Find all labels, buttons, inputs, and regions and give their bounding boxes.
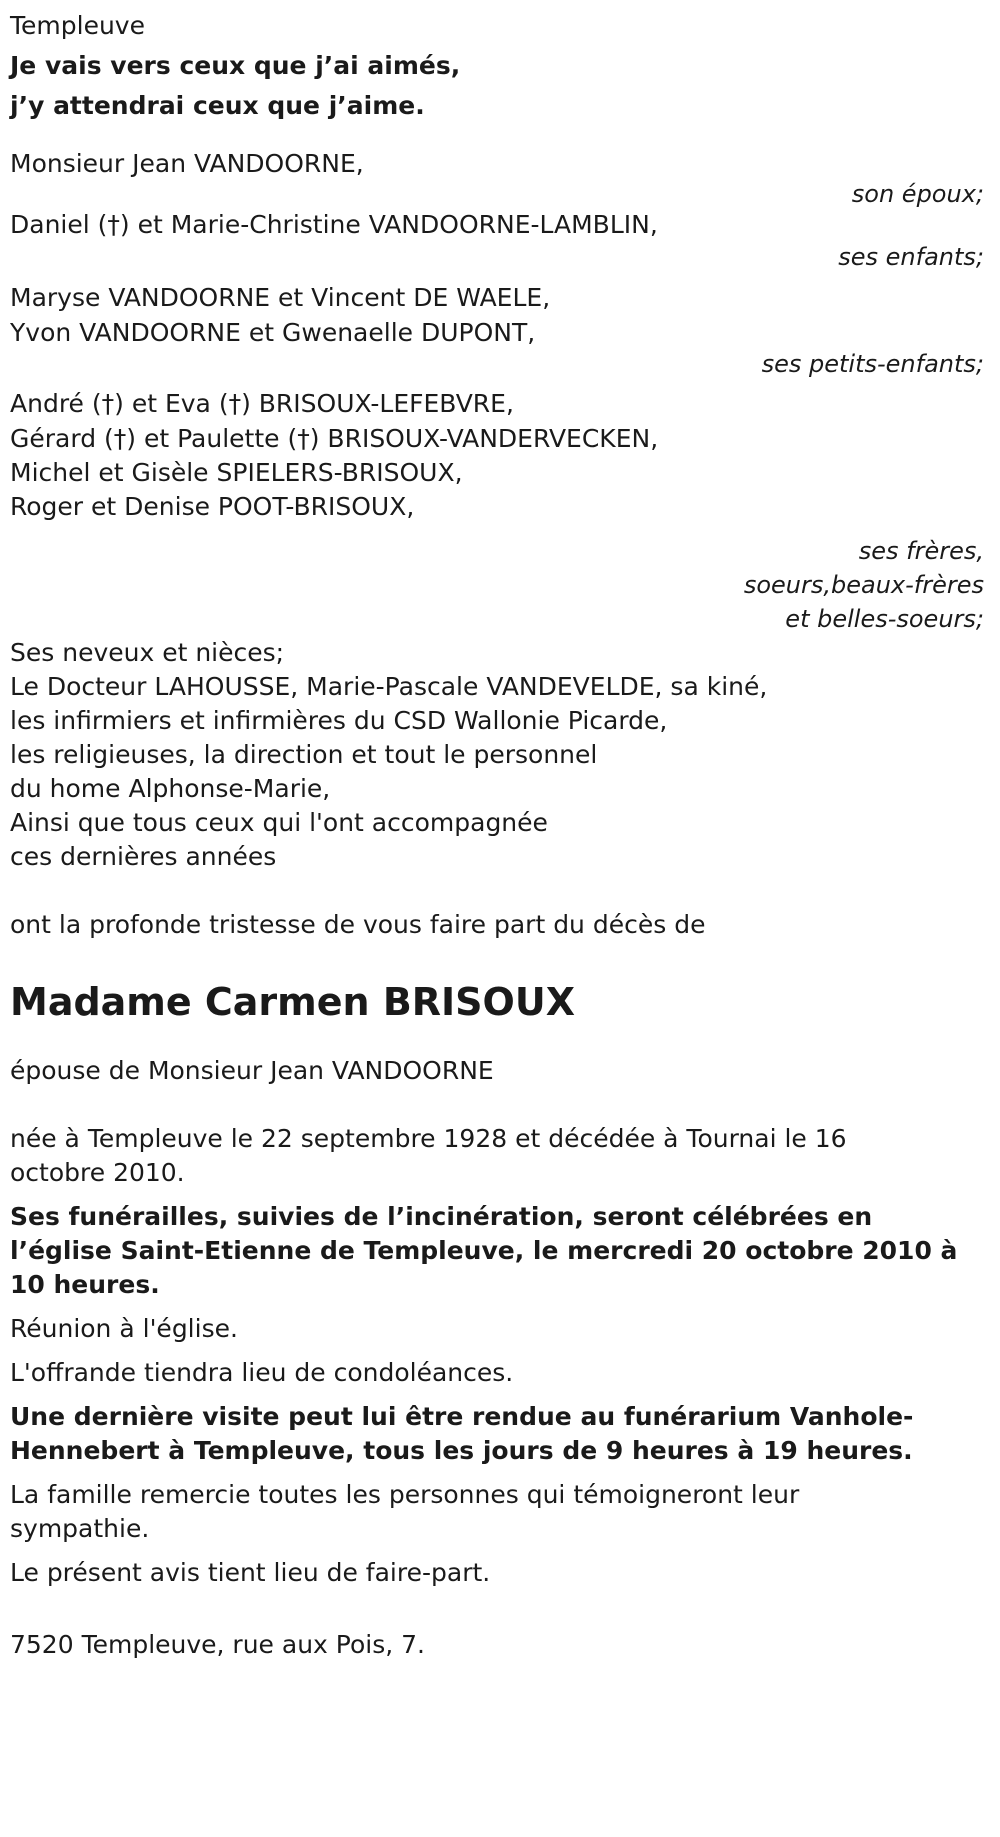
siblings-name-2: Gérard (†) et Paulette (†) BRISOUX-VANDERVECKEN, <box>10 424 659 453</box>
location-heading: Templeuve <box>10 11 145 40</box>
others-line-4: les religieuses, la direction et tout le personnel <box>10 740 598 769</box>
deceased-name: Madame Carmen BRISOUX <box>10 980 576 1024</box>
verse-line-2: j’y attendrai ceux que j’aime. <box>10 91 425 120</box>
others-line-2: Le Docteur LAHOUSSE, Marie-Pascale VANDEVELDE, sa kiné, <box>10 672 768 701</box>
thanks-text: La famille remercie toutes les personnes qui témoigneront leur sympathie. <box>10 1480 800 1543</box>
family-section <box>10 148 990 874</box>
others-line-3: les infirmiers et infirmières du CSD Wallonie Picarde, <box>10 706 668 735</box>
siblings-relation-2: soeurs,beaux-frères <box>743 571 984 599</box>
spouse-relation: son époux; <box>851 180 984 208</box>
others-line-6: Ainsi que tous ceux qui l'ont accompagnée <box>10 808 548 837</box>
verse-line-1: Je vais vers ceux que j’ai aimés, <box>10 51 461 80</box>
birth-death-text: née à Templeuve le 22 septembre 1928 et décédée à Tournai le 16 octobre 2010. <box>10 1124 847 1187</box>
siblings-name-4: Roger et Denise POOT-BRISOUX, <box>10 492 415 521</box>
others-line-7: ces dernières années <box>10 842 277 871</box>
grandchildren-name-1: Maryse VANDOORNE et Vincent DE WAELE, <box>10 283 551 312</box>
siblings-relation-1: ses frères, <box>858 537 984 565</box>
notice-text: Le présent avis tient lieu de faire-part. <box>10 1558 491 1587</box>
others-line-1: Ses neveux et nièces; <box>10 638 285 667</box>
spouse-names: Monsieur Jean VANDOORNE, <box>10 149 364 178</box>
meeting-text: Réunion à l'église. <box>10 1314 238 1343</box>
children-relation: ses enfants; <box>838 243 984 271</box>
address-text: 7520 Templeuve, rue aux Pois, 7. <box>10 1630 425 1659</box>
siblings-name-1: André (†) et Eva (†) BRISOUX-LEFEBVRE, <box>10 389 514 418</box>
others-line-5: du home Alphonse-Marie, <box>10 774 331 803</box>
grandchildren-relation: ses petits-enfants; <box>761 350 984 378</box>
spouse-line: épouse de Monsieur Jean VANDOORNE <box>10 1056 494 1085</box>
siblings-relation-3: et belles-soeurs; <box>785 605 984 633</box>
others-list <box>10 636 990 874</box>
visit-text: Une dernière visite peut lui être rendue au funérarium Vanhole-Hennebert à Templeuve, tous les jours de 9 heures à 19 heures. <box>10 1402 914 1465</box>
children-names: Daniel (†) et Marie-Christine VANDOORNE-LAMBLIN, <box>10 210 658 239</box>
announcement-text: ont la profonde tristesse de vous faire part du décès de <box>10 910 706 939</box>
offering-text: L'offrande tiendra lieu de condoléances. <box>10 1358 514 1387</box>
funeral-text: Ses funérailles, suivies de l’incinération, seront célébrées en l’église Saint-Etienne de Templeuve, le mercredi 20 octobre 2010 à 10 heures. <box>10 1202 958 1299</box>
siblings-name-3: Michel et Gisèle SPIELERS-BRISOUX, <box>10 458 463 487</box>
grandchildren-name-2: Yvon VANDOORNE et Gwenaelle DUPONT, <box>10 318 536 347</box>
